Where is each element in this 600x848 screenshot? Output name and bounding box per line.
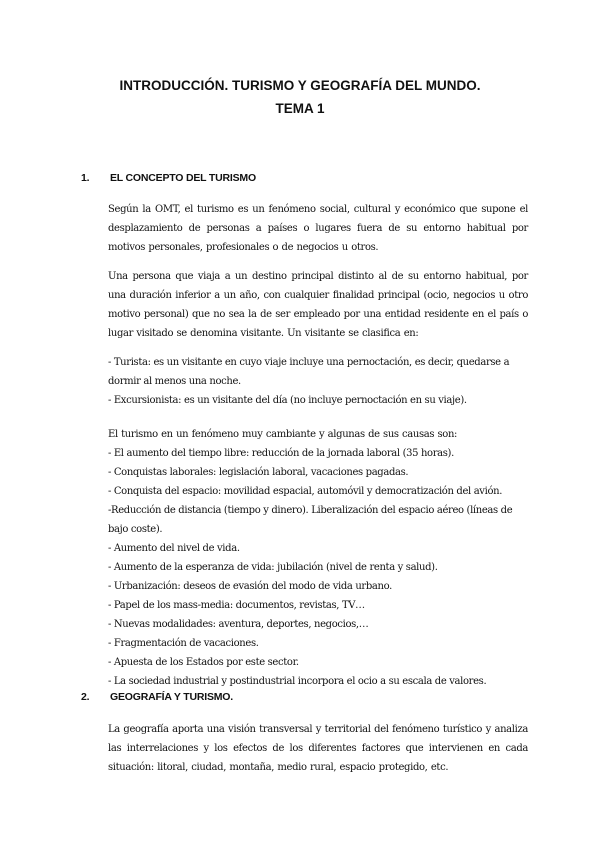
section-2-title: GEOGRAFÍA Y TURISMO.	[110, 691, 233, 703]
document-subtitle: TEMA 1	[275, 101, 325, 116]
list-item: - Conquistas laborales: legislación laboral, vacaciones pagadas.	[108, 467, 409, 478]
section-1-title: EL CONCEPTO DEL TURISMO	[110, 172, 256, 184]
list-item: - Nuevas modalidades: aventura, deportes, negocios,…	[108, 619, 369, 630]
list-item: - El aumento del tiempo libre: reducción de la jornada laboral (35 horas).	[108, 448, 454, 459]
list-item: - Conquista del espacio: movilidad espacial, automóvil y democratización del avión.	[108, 486, 503, 497]
list-item: - La sociedad industrial y postindustrial incorpora el ocio a su escala de valores.	[108, 676, 487, 687]
causes-list	[108, 444, 528, 691]
list-item: - Urbanización: deseos de evasión del modo de vida urbano.	[108, 581, 392, 592]
list-item: - Aumento del nivel de vida.	[108, 543, 240, 554]
section-1-number: 1.	[81, 172, 90, 184]
visitor-types-list	[108, 353, 528, 410]
list-item: - Fragmentación de vacaciones.	[108, 638, 259, 649]
section-2-heading	[81, 691, 233, 703]
list-item: - Aumento de la esperanza de vida: jubilación (nivel de renta y salud).	[108, 562, 438, 573]
list-item: - Excursionista: es un visitante del día (no incluye pernoctación en su viaje).	[108, 395, 467, 406]
section-1-heading	[81, 172, 256, 184]
list-item: -Reducción de distancia (tiempo y dinero). Liberalización del espacio aéreo (líneas de bajo coste).	[108, 505, 513, 535]
document-title: INTRODUCCIÓN. TURISMO Y GEOGRAFÍA DEL MUNDO.	[119, 78, 481, 93]
causes-intro: El turismo en un fenómeno muy cambiante y algunas de sus causas son:	[108, 429, 458, 440]
list-item: - Turista: es un visitante en cuyo viaje incluye una pernoctación, es decir, quedarse a dormir al menos una noche.	[108, 357, 510, 387]
section-1-paragraph-definition: Según la OMT, el turismo es un fenómeno social, cultural y económico que supone el desplazamiento de personas a países o lugares fuera de su entorno habitual por motivos personales, profesionales o de negocios u otros.	[108, 204, 528, 253]
section-2-number: 2.	[81, 691, 90, 703]
list-item: - Papel de los mass-media: documentos, revistas, TV…	[108, 600, 365, 611]
section-1-paragraph-visitor: Una persona que viaja a un destino principal distinto al de su entorno habitual, por una duración inferior a un año, con cualquier finalidad principal (ocio, negocios u otro motivo personal) que no sea la de ser empleado por una entidad residente en el país o lugar visitado se denomina visitante. Un visitante se clasifica en:	[108, 271, 528, 339]
section-2-paragraph: La geografía aporta una visión transversal y territorial del fenómeno turístico y analiza las interrelaciones y los efectos de los diferentes factores que intervienen en cada situación: litoral, ciudad, montaña, medio rural, espacio protegido, etc.	[108, 724, 528, 773]
list-item: - Apuesta de los Estados por este sector.	[108, 657, 299, 668]
